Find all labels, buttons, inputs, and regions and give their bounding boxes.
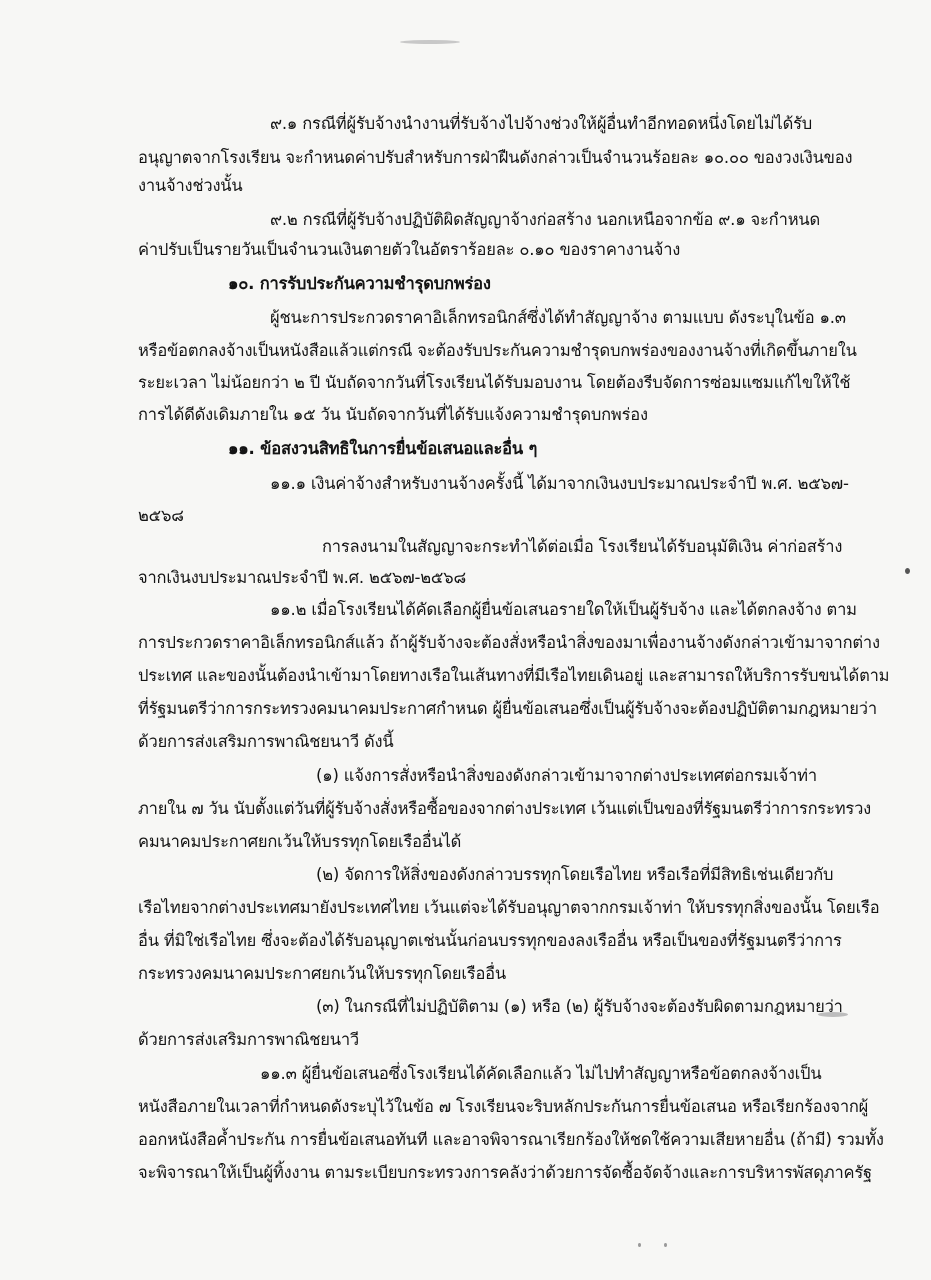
item-1-line-1: (๑) แจ้งการสั่งหรือนำสิ่งของดังกล่าวเข้ามาจากต่างประเทศต่อกรมเจ้าท่า (316, 766, 817, 785)
clause-9-1-line-2: อนุญาตจากโรงเรียน จะกำหนดค่าปรับสำหรับการฝ่าฝืนดังกล่าวเป็นจำนวนร้อยละ ๑๐.๐๐ ของวงเงินของ (138, 148, 853, 167)
clause-11-1-line-4: จากเงินงบประมาณประจำปี พ.ศ. ๒๕๖๗-๒๕๖๘ (138, 568, 466, 587)
scan-speck (638, 1243, 641, 1247)
scan-speck (905, 568, 910, 574)
clause-11-2-line-1: ๑๑.๒ เมื่อโรงเรียนได้คัดเลือกผู้ยื่นข้อเสนอรายใดให้เป็นผู้รับจ้าง และได้ตกลงจ้าง ตาม (270, 600, 857, 619)
clause-9-1-line-3: งานจ้างช่วงนั้น (138, 176, 243, 195)
item-1-line-2: ภายใน ๗ วัน นับตั้งแต่วันที่ผู้รับจ้างสั่งหรือซื้อของจากต่างประเทศ เว้นแต่เป็นของที่รัฐมนตรีว่าการกระทรวง (138, 799, 872, 818)
section-11-heading: ๑๑. ข้อสงวนสิทธิในการยื่นข้อเสนอและอื่น ๆ (228, 439, 538, 458)
clause-9-2-line-2: ค่าปรับเป็นรายวันเป็นจำนวนเงินตายตัวในอัตราร้อยละ ๐.๑๐ ของราคางานจ้าง (138, 240, 681, 259)
clause-11-1-line-2: ๒๕๖๘ (138, 506, 184, 525)
item-2-line-2: เรือไทยจากต่างประเทศมายังประเทศไทย เว้นแต่จะได้รับอนุญาตจากกรมเจ้าท่า ให้บรรทุกสิ่งของนั้น โดยเรือ (138, 898, 880, 917)
clause-11-2-line-5: ด้วยการส่งเสริมการพาณิชยนาวี ดังนี้ (138, 732, 394, 751)
item-2-line-1: (๒) จัดการให้สิ่งของดังกล่าวบรรทุกโดยเรือไทย หรือเรือที่มีสิทธิเช่นเดียวกับ (316, 865, 834, 884)
clause-11-2-line-2: การประกวดราคาอิเล็กทรอนิกส์แล้ว ถ้าผู้รับจ้างจะต้องสั่งหรือนำสิ่งของมาเพื่องานจ้างดังกล่าวเข้ามาจากต่าง (138, 633, 880, 652)
scan-speck (400, 40, 460, 44)
clause-9-2-line-1: ๙.๒ กรณีที่ผู้รับจ้างปฏิบัติผิดสัญญาจ้างก่อสร้าง นอกเหนือจากข้อ ๙.๑ จะกำหนด (270, 210, 820, 229)
clause-11-3-line-2: หนังสือภายในเวลาที่กำหนดดังระบุไว้ในข้อ ๗ โรงเรียนจะริบหลักประกันการยื่นข้อเสนอ หรือเรียกร้องจากผู้ (138, 1097, 869, 1116)
scan-speck (664, 1243, 667, 1247)
item-3-line-1: (๓) ในกรณีที่ไม่ปฏิบัติตาม (๑) หรือ (๒) ผู้รับจ้างจะต้องรับผิดตามกฎหมายว่า (316, 997, 843, 1016)
clause-9-1-line-1: ๙.๑ กรณีที่ผู้รับจ้างนำงานที่รับจ้างไปจ้างช่วงให้ผู้อื่นทำอีกทอดหนึ่งโดยไม่ได้รับ (270, 114, 813, 133)
section-10-line-1: ผู้ชนะการประกวดราคาอิเล็กทรอนิกส์ซึ่งได้ทำสัญญาจ้าง ตามแบบ ดังระบุในข้อ ๑.๓ (270, 308, 846, 327)
clause-11-2-line-3: ประเทศ และของนั้นต้องนำเข้ามาโดยทางเรือในเส้นทางที่มีเรือไทยเดินอยู่ และสามารถให้บริการรับขนได้ตาม (138, 666, 890, 685)
section-10-line-4: การได้ดีดังเดิมภายใน ๑๕ วัน นับถัดจากวันที่ได้รับแจ้งความชำรุดบกพร่อง (138, 405, 648, 424)
section-10-line-3: ระยะเวลา ไม่น้อยกว่า ๒ ปี นับถัดจากวันที่โรงเรียนได้รับมอบงาน โดยต้องรีบจัดการซ่อมแซมแก้ไขให้ใช้ (138, 373, 851, 392)
section-10-line-2: หรือข้อตกลงจ้างเป็นหนังสือแล้วแต่กรณี จะต้องรับประกันความชำรุดบกพร่องของงานจ้างที่เกิดขึ้นภายใน (138, 341, 857, 360)
clause-11-3-line-3: ออกหนังสือค้ำประกัน การยื่นข้อเสนอทันที และอาจพิจารณาเรียกร้องให้ชดใช้ความเสียหายอื่น (ถ้ามี) รวมทั้ง (138, 1130, 884, 1149)
clause-11-3-line-4: จะพิจารณาให้เป็นผู้ทิ้งงาน ตามระเบียบกระทรวงการคลังว่าด้วยการจัดซื้อจัดจ้างและการบริหารพัสดุภาครัฐ (138, 1163, 872, 1182)
item-2-line-3: อื่น ที่มิใช่เรือไทย ซึ่งจะต้องได้รับอนุญาตเช่นนั้นก่อนบรรทุกของลงเรืออื่น หรือเป็นของที่รัฐมนตรีว่าการ (138, 931, 842, 950)
clause-11-3-line-1: ๑๑.๓ ผู้ยื่นข้อเสนอซึ่งโรงเรียนได้คัดเลือกแล้ว ไม่ไปทำสัญญาหรือข้อตกลงจ้างเป็น (260, 1064, 822, 1083)
item-3-line-2: ด้วยการส่งเสริมการพาณิชยนาวี (138, 1030, 359, 1049)
clause-11-1-line-1: ๑๑.๑ เงินค่าจ้างสำหรับงานจ้างครั้งนี้ ได้มาจากเงินงบประมาณประจำปี พ.ศ. ๒๕๖๗- (270, 474, 849, 493)
section-10-heading: ๑๐. การรับประกันความชำรุดบกพร่อง (228, 274, 491, 293)
item-1-line-3: คมนาคมประกาศยกเว้นให้บรรทุกโดยเรืออื่นได้ (138, 832, 462, 851)
clause-11-1-line-3: การลงนามในสัญญาจะกระทำได้ต่อเมื่อ โรงเรียนได้รับอนุมัติเงิน ค่าก่อสร้าง (322, 537, 843, 556)
clause-11-2-line-4: ที่รัฐมนตรีว่าการกระทรวงคมนาคมประกาศกำหนด ผู้ยื่นข้อเสนอซึ่งเป็นผู้รับจ้างจะต้องปฏิบัติตามกฎหมายว่า (138, 699, 877, 718)
item-2-line-4: กระทรวงคมนาคมประกาศยกเว้นให้บรรทุกโดยเรืออื่น (138, 964, 506, 983)
